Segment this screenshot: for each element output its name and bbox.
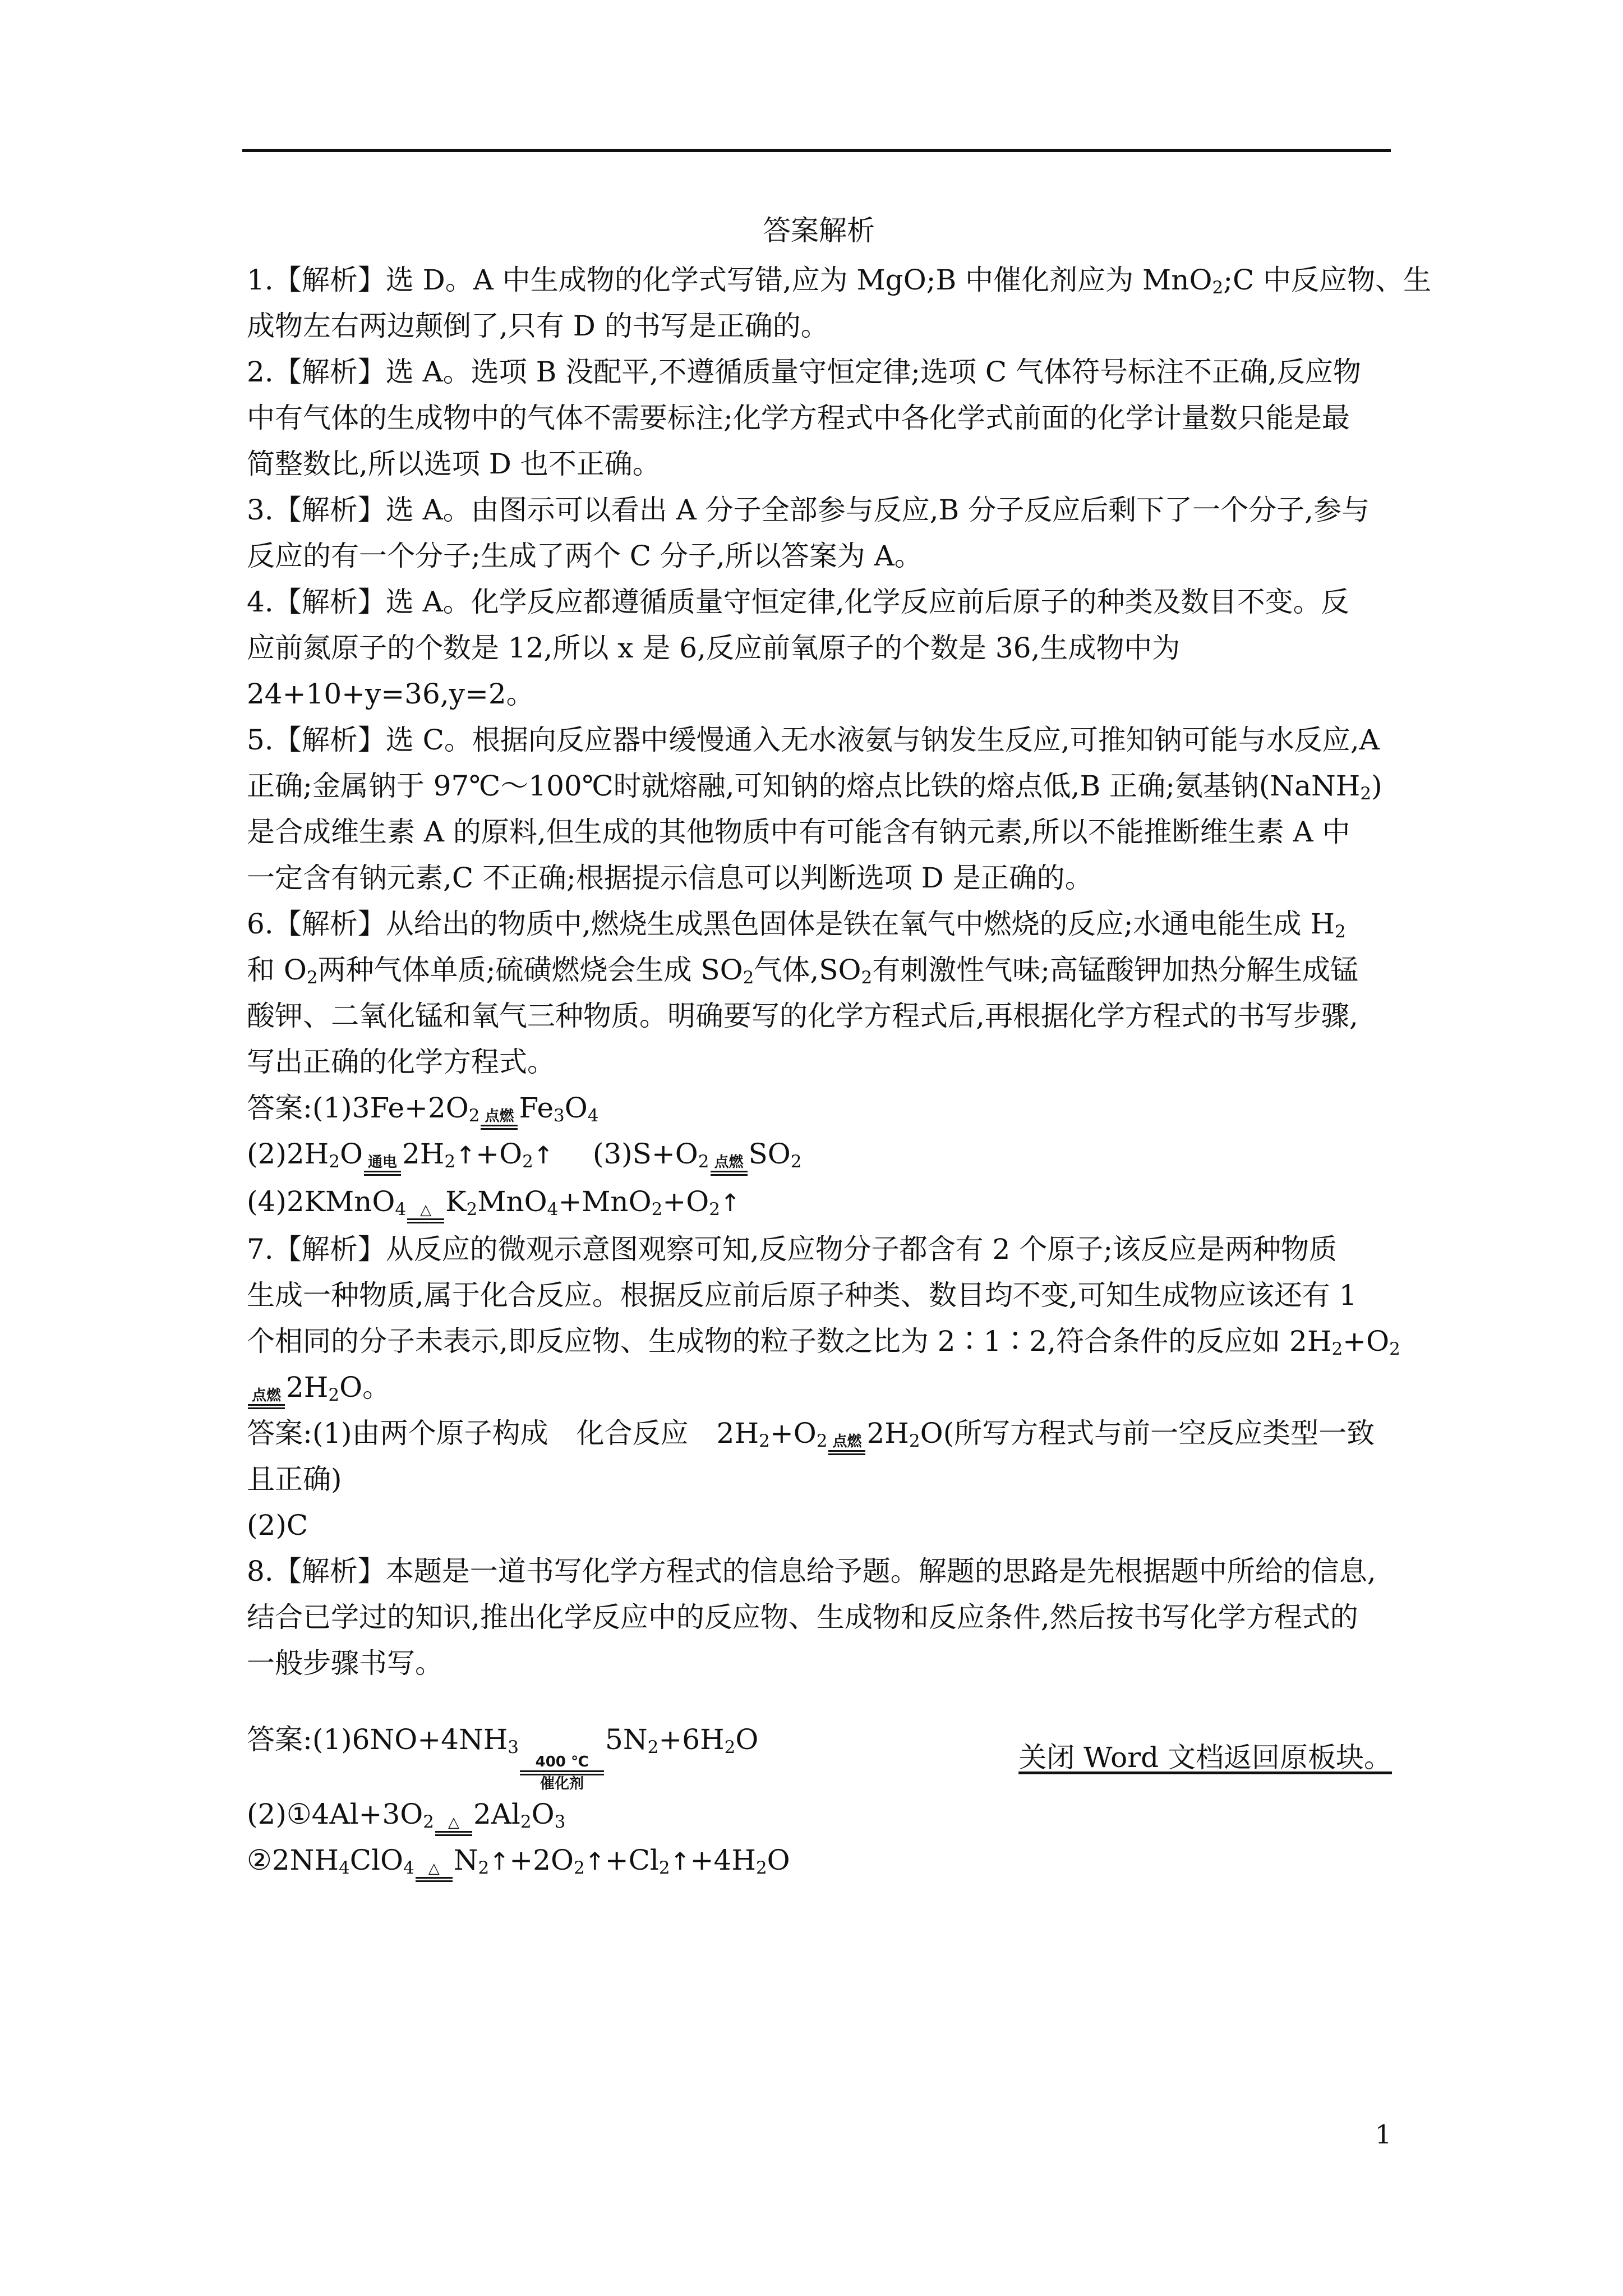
text-line: 一定含有钠元素,C 不正确;根据提示信息可以判断选项 D 是正确的。	[247, 862, 1093, 894]
subscript: 2	[1212, 277, 1224, 298]
answer-number: 5.	[247, 724, 274, 756]
text: 选 C。根据向反应器中缓慢通入无水液氨与钠发生反应,可推知钠可能与水反应,A	[385, 724, 1380, 756]
subscript: 2	[1389, 1338, 1400, 1359]
condition-heat	[416, 1861, 453, 1882]
text-line: (2)C	[247, 1509, 308, 1542]
condition-ignite	[481, 1109, 518, 1130]
subscript: 2	[520, 1811, 532, 1832]
page-number: 1	[1375, 2119, 1392, 2150]
answer-number: 3.	[247, 494, 274, 526]
answer-number: 7.	[247, 1233, 274, 1266]
answer-1	[247, 257, 1432, 349]
text-line: 是合成维生素 A 的原料,但生成的其他物质中有可能含有钠元素,所以不能推断维生素 A 中	[247, 816, 1350, 848]
text: ;C 中反应物、生	[1223, 264, 1432, 296]
condition-electric	[364, 1155, 401, 1176]
text-line: 成物左右两边颠倒了,只有 D 的书写是正确的。	[247, 310, 829, 342]
condition-label: 点燃	[251, 1387, 281, 1404]
subscript: 2	[478, 1857, 490, 1878]
text: +6H	[658, 1723, 725, 1756]
condition-ignite	[711, 1155, 748, 1176]
answer-label: 答案:	[247, 1092, 312, 1124]
text: O	[564, 1092, 588, 1124]
equation-4	[247, 1179, 1391, 1226]
subscript: 2	[647, 1737, 659, 1757]
text: SO	[748, 1138, 791, 1170]
text-line: 应前氮原子的个数是 12,所以 x 是 6,反应前氧原子的个数是 36,生成物中为	[247, 632, 1181, 664]
analysis-tag: 【解析】	[273, 908, 386, 940]
text-line: 写出正确的化学方程式。	[247, 1046, 555, 1078]
subscript: 2	[444, 1151, 456, 1172]
text: 有刺激性气味;高锰酸钾加热分解生成锰	[872, 954, 1359, 986]
text-line: 简整数比,所以选项 D 也不正确。	[247, 448, 661, 480]
page-title: 答案解析	[763, 214, 875, 247]
text: 和 O	[247, 954, 307, 986]
condition-heat	[407, 1203, 444, 1223]
text: +Cl	[605, 1844, 659, 1876]
subscript: 2	[658, 1857, 670, 1878]
answer-6	[247, 901, 1391, 1226]
text: )	[1371, 770, 1382, 802]
answer-number: 8.	[247, 1555, 274, 1588]
subscript: 2	[468, 1105, 480, 1126]
text: O	[735, 1723, 759, 1756]
condition-ignite	[828, 1434, 865, 1455]
double-equals	[520, 1770, 604, 1775]
answer-number: 6.	[247, 908, 274, 940]
subscript: 2	[573, 1857, 585, 1878]
answer-4	[247, 579, 1391, 717]
text-line: 且正确)	[247, 1463, 342, 1496]
text: +O	[662, 1185, 709, 1218]
double-equals	[416, 1877, 453, 1882]
text-line: 一般步骤书写。	[247, 1647, 443, 1680]
answer-5	[247, 717, 1391, 901]
subscript: 3	[508, 1737, 519, 1757]
text: O。	[339, 1371, 391, 1404]
text: (2)①4Al+3O	[247, 1798, 423, 1830]
double-equals	[364, 1171, 401, 1176]
analysis-tag: 【解析】	[273, 586, 386, 618]
condition-label: 通电	[367, 1154, 397, 1171]
up-arrow-icon: ↑	[720, 1189, 741, 1217]
text: 选 A。化学反应都遵循质量守恒定律,化学反应前后原子的种类及数目不变。反	[385, 586, 1349, 618]
subscript: 3	[554, 1105, 565, 1126]
text: ClO	[349, 1844, 403, 1876]
text-line: 生成一种物质,属于化合反应。根据反应前后原子种类、数目均不变,可知生成物应该还有 1	[247, 1279, 1357, 1312]
delta-icon: △	[420, 1202, 432, 1218]
text: 本题是一道书写化学方程式的信息给予题。解题的思路是先根据题中所给的信息,	[385, 1555, 1376, 1588]
subscript: 4	[403, 1857, 414, 1878]
condition-ignite	[248, 1388, 285, 1409]
subscript: 2	[759, 1430, 770, 1451]
text-line: 结合已学过的知识,推出化学反应中的反应物、生成物和反应条件,然后按书写化学方程式的	[247, 1601, 1358, 1634]
text: 5N	[605, 1723, 648, 1756]
answer-3	[247, 487, 1391, 579]
subscript: 2	[790, 1151, 802, 1172]
subscript: 2	[861, 967, 873, 988]
equation-1	[247, 1085, 1391, 1131]
text: +O	[476, 1138, 523, 1170]
text: 正确;金属钠于 97℃～100℃时就熔融,可知钠的熔点比铁的熔点低,B 正确;氨基钠(NaNH	[247, 770, 1361, 802]
analysis-tag: 【解析】	[273, 1555, 386, 1588]
text: +4H	[690, 1844, 756, 1876]
subscript: 4	[587, 1105, 599, 1126]
text: +2O	[509, 1844, 574, 1876]
condition-label: 点燃	[832, 1433, 862, 1450]
subscript: 2	[651, 1199, 663, 1220]
equation-8-3	[247, 1837, 1391, 1885]
subscript: 2	[743, 967, 754, 988]
text: 2Al	[473, 1798, 520, 1830]
analysis-tag: 【解析】	[273, 264, 386, 296]
analysis-tag: 【解析】	[273, 356, 386, 388]
text: ②2NH	[247, 1844, 339, 1876]
subscript: 2	[1334, 921, 1346, 942]
condition-label: 催化剂	[540, 1775, 584, 1792]
equation-2-3	[247, 1131, 1391, 1179]
text: N	[453, 1844, 478, 1876]
subscript: 2	[306, 967, 318, 988]
answer-label: 答案:	[247, 1723, 312, 1756]
text: (2)2H	[247, 1138, 329, 1170]
text: (1)3Fe+2O	[312, 1092, 469, 1124]
delta-icon: △	[428, 1860, 440, 1877]
text: (1)6NO+4NH	[312, 1723, 508, 1756]
subscript: 2	[466, 1199, 478, 1220]
up-arrow-icon: ↑	[489, 1848, 510, 1876]
answer-label: 答案:	[247, 1417, 312, 1450]
text: 选 A。选项 B 没配平,不遵循质量守恒定律;选项 C 气体符号标注不正确,反应物	[385, 356, 1361, 388]
text: (4)2KMnO	[247, 1185, 395, 1218]
subscript: 4	[547, 1199, 559, 1220]
answer-2	[247, 349, 1391, 487]
text: 2H	[286, 1371, 329, 1404]
text-line: 酸钾、二氧化锰和氧气三种物质。明确要写的化学方程式后,再根据化学方程式的书写步骤,	[247, 1000, 1358, 1032]
answer-number: 1.	[247, 264, 274, 296]
subscript: 2	[709, 1199, 720, 1220]
text: 从反应的微观示意图观察可知,反应物分子都含有 2 个原子;该反应是两种物质	[385, 1233, 1338, 1266]
answer-content	[247, 208, 1432, 1885]
close-document-link[interactable]: 关闭 Word 文档返回原板块。	[1018, 1741, 1392, 1774]
up-arrow-icon: ↑	[670, 1848, 690, 1876]
text: 选 D。A 中生成物的化学式写错,应为 MgO;B 中催化剂应为 MnO	[385, 264, 1212, 296]
text: O	[531, 1798, 555, 1830]
subscript: 2	[724, 1737, 736, 1757]
equation-8-2	[247, 1791, 1391, 1837]
text: +O	[1343, 1325, 1390, 1358]
condition-heat	[435, 1815, 472, 1836]
text: O	[767, 1844, 790, 1876]
double-equals	[407, 1218, 444, 1223]
text: 2H	[402, 1138, 445, 1170]
condition-label: 点燃	[714, 1154, 744, 1171]
analysis-tag: 【解析】	[273, 494, 386, 526]
answer-number: 4.	[247, 586, 274, 618]
text: (1)由两个原子构成 化合反应 2H	[312, 1417, 759, 1450]
text: 两种气体单质;硫磺燃烧会生成 SO	[317, 954, 743, 986]
text-line: 24+10+y=36,y=2。	[247, 678, 534, 710]
analysis-tag: 【解析】	[273, 1233, 386, 1266]
subscript: 4	[395, 1199, 407, 1220]
up-arrow-icon: ↑	[455, 1142, 476, 1170]
text-line: 反应的有一个分子;生成了两个 C 分子,所以答案为 A。	[247, 540, 923, 572]
up-arrow-icon: ↑	[533, 1142, 554, 1170]
subscript: 2	[816, 1430, 828, 1451]
subscript: 2	[909, 1430, 920, 1451]
subscript: 2	[522, 1151, 533, 1172]
subscript: 2	[423, 1811, 434, 1832]
text: 选 A。由图示可以看出 A 分子全部参与反应,B 分子反应后剩下了一个分子,参与	[385, 494, 1370, 526]
analysis-tag: 【解析】	[273, 724, 386, 756]
subscript: 2	[328, 1384, 340, 1405]
double-equals	[435, 1831, 472, 1836]
text: O	[339, 1138, 363, 1170]
subscript: 2	[698, 1151, 709, 1172]
text: 2H	[866, 1417, 909, 1450]
text: +MnO	[558, 1185, 652, 1218]
condition-label: 400 ℃	[535, 1754, 589, 1770]
up-arrow-icon: ↑	[584, 1848, 605, 1876]
double-equals	[248, 1404, 285, 1409]
double-equals	[828, 1450, 865, 1455]
subscript: 3	[554, 1811, 566, 1832]
double-equals	[481, 1125, 518, 1130]
double-equals	[711, 1171, 748, 1176]
text: Fe	[519, 1092, 554, 1124]
subscript: 4	[339, 1857, 350, 1878]
text: MnO	[477, 1185, 547, 1218]
subscript: 2	[329, 1151, 340, 1172]
subscript: 2	[755, 1857, 767, 1878]
text: 个相同的分子未表示,即反应物、生成物的粒子数之比为 2∶1∶2,符合条件的反应如 2H	[247, 1325, 1332, 1358]
answer-8	[247, 1548, 1391, 1885]
text: 气体,SO	[754, 954, 861, 986]
answer-7	[247, 1226, 1400, 1548]
text: (3)S+O	[592, 1138, 698, 1170]
text-line: 中有气体的生成物中的气体不需要标注;化学方程式中各化学式前面的化学计量数只能是最	[247, 402, 1350, 434]
text: O(所写方程式与前一空反应类型一致	[920, 1417, 1375, 1450]
condition-catalyst	[520, 1755, 604, 1791]
text: 从给出的物质中,燃烧生成黑色固体是铁在氧气中燃烧的反应;水通电能生成 H	[385, 908, 1335, 940]
text: +O	[769, 1417, 817, 1450]
answer-number: 2.	[247, 356, 274, 388]
header-rule	[242, 149, 1391, 152]
delta-icon: △	[448, 1814, 459, 1831]
condition-label: 点燃	[485, 1108, 514, 1125]
subscript: 2	[1331, 1338, 1343, 1359]
text: K	[445, 1185, 467, 1218]
subscript: 2	[1360, 783, 1372, 804]
